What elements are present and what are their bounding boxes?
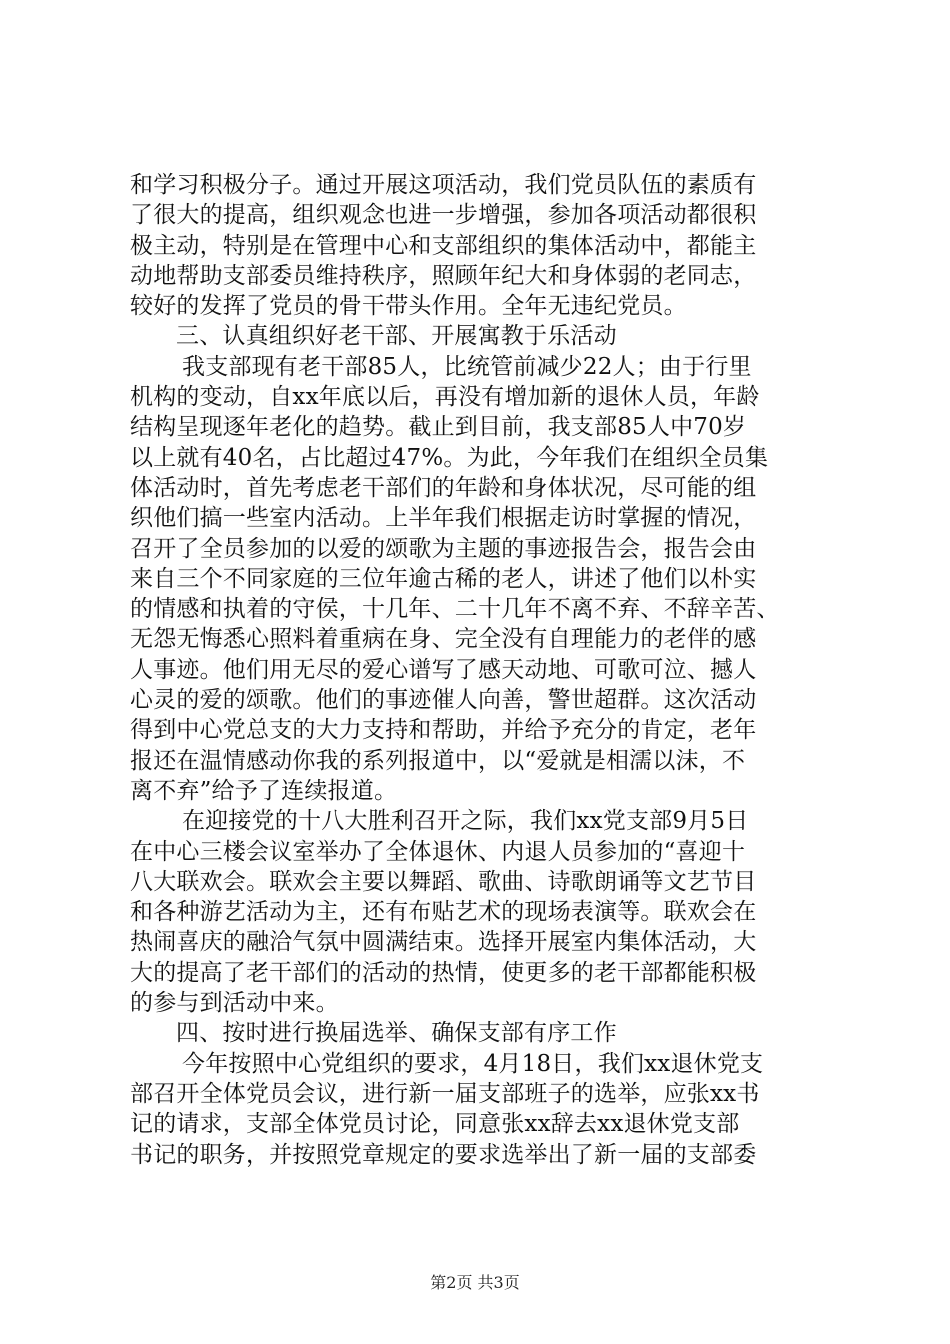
text-line: 心灵的爱的颂歌。他们的事迹催人向善，警世超群。这次活动 <box>130 687 757 714</box>
text-line: 体活动时，首先考虑老干部们的年龄和身体状况，尽可能的组 <box>130 474 757 501</box>
text-line: 记的请求，支部全体党员讨论，同意张xx辞去xx退休党支部 <box>130 1111 740 1138</box>
text-line: 来自三个不同家庭的三位年逾古稀的老人，讲述了他们以朴实 <box>130 565 757 592</box>
text-line: 和各种游艺活动为主，还有布贴艺术的现场表演等。联欢会在 <box>130 899 757 926</box>
text-line: 极主动，特别是在管理中心和支部组织的集体活动中，都能主 <box>130 232 757 259</box>
document-body <box>130 170 830 1170</box>
text-line: 以上就有40名，占比超过47%。为此，今年我们在组织全员集 <box>130 444 769 471</box>
text-line: 人事迹。他们用无尽的爱心谱写了感天动地、可歌可泣、撼人 <box>130 656 757 683</box>
paragraph-start: 我支部现有老干部85人，比统管前减少22人；由于行里 <box>182 353 752 380</box>
text-line: 机构的变动，自xx年底以后，再没有增加新的退休人员，年龄 <box>130 384 760 411</box>
text-line: 离不弃”给予了连续报道。 <box>130 777 398 804</box>
text-line: 织他们搞一些室内活动。上半年我们根据走访时掌握的情况， <box>130 505 757 532</box>
text-line: 得到中心党总支的大力支持和帮助，并给予充分的肯定，老年 <box>130 717 757 744</box>
text-line: 报还在温情感动你我的系列报道中，以“爱就是相濡以沫，不 <box>130 747 746 774</box>
text-line: 无怨无悔悉心照料着重病在身、完全没有自理能力的老伴的感 <box>130 626 757 653</box>
section-heading-4: 四、按时进行换届选举、确保支部有序工作 <box>176 1020 617 1047</box>
text-line: 八大联欢会。联欢会主要以舞蹈、歌曲、诗歌朗诵等文艺节目 <box>130 868 757 895</box>
text-line: 部召开全体党员会议，进行新一届支部班子的选举，应张xx书 <box>130 1080 760 1107</box>
paragraph-start: 在迎接党的十八大胜利召开之际，我们xx党支部9月5日 <box>182 808 749 835</box>
text-line: 在中心三楼会议室举办了全体退休、内退人员参加的“喜迎十 <box>130 838 746 865</box>
text-line: 书记的职务，并按照党章规定的要求选举出了新一届的支部委 <box>130 1141 757 1168</box>
text-line: 的参与到活动中来。 <box>130 990 339 1017</box>
text-line: 结构呈现逐年老化的趋势。截止到目前，我支部85人中70岁 <box>130 414 747 441</box>
page-number-footer: 第2页 共3页 <box>430 1273 520 1292</box>
text-line: 热闹喜庆的融洽气氛中圆满结束。选择开展室内集体活动，大 <box>130 929 757 956</box>
text-line: 和学习积极分子。通过开展这项活动，我们党员队伍的素质有 <box>130 172 757 198</box>
paragraph-start: 今年按照中心党组织的要求，4月18日，我们xx退休党支 <box>182 1050 764 1077</box>
text-line: 较好的发挥了党员的骨干带头作用。全年无违纪党员。 <box>130 293 687 320</box>
text-line: 动地帮助支部委员维持秩序，照顾年纪大和身体弱的老同志， <box>130 262 757 289</box>
text-line: 了很大的提高，组织观念也进一步增强，参加各项活动都很积 <box>130 202 757 229</box>
text-line: 召开了全员参加的以爱的颂歌为主题的事迹报告会，报告会由 <box>130 535 757 562</box>
text-line: 大的提高了老干部们的活动的热情，使更多的老干部都能积极 <box>130 959 757 986</box>
text-line: 的情感和执着的守侯，十几年、二十几年不离不弃、不辞辛苦、 <box>130 596 780 623</box>
section-heading-3: 三、认真组织好老干部、开展寓教于乐活动 <box>176 323 617 350</box>
